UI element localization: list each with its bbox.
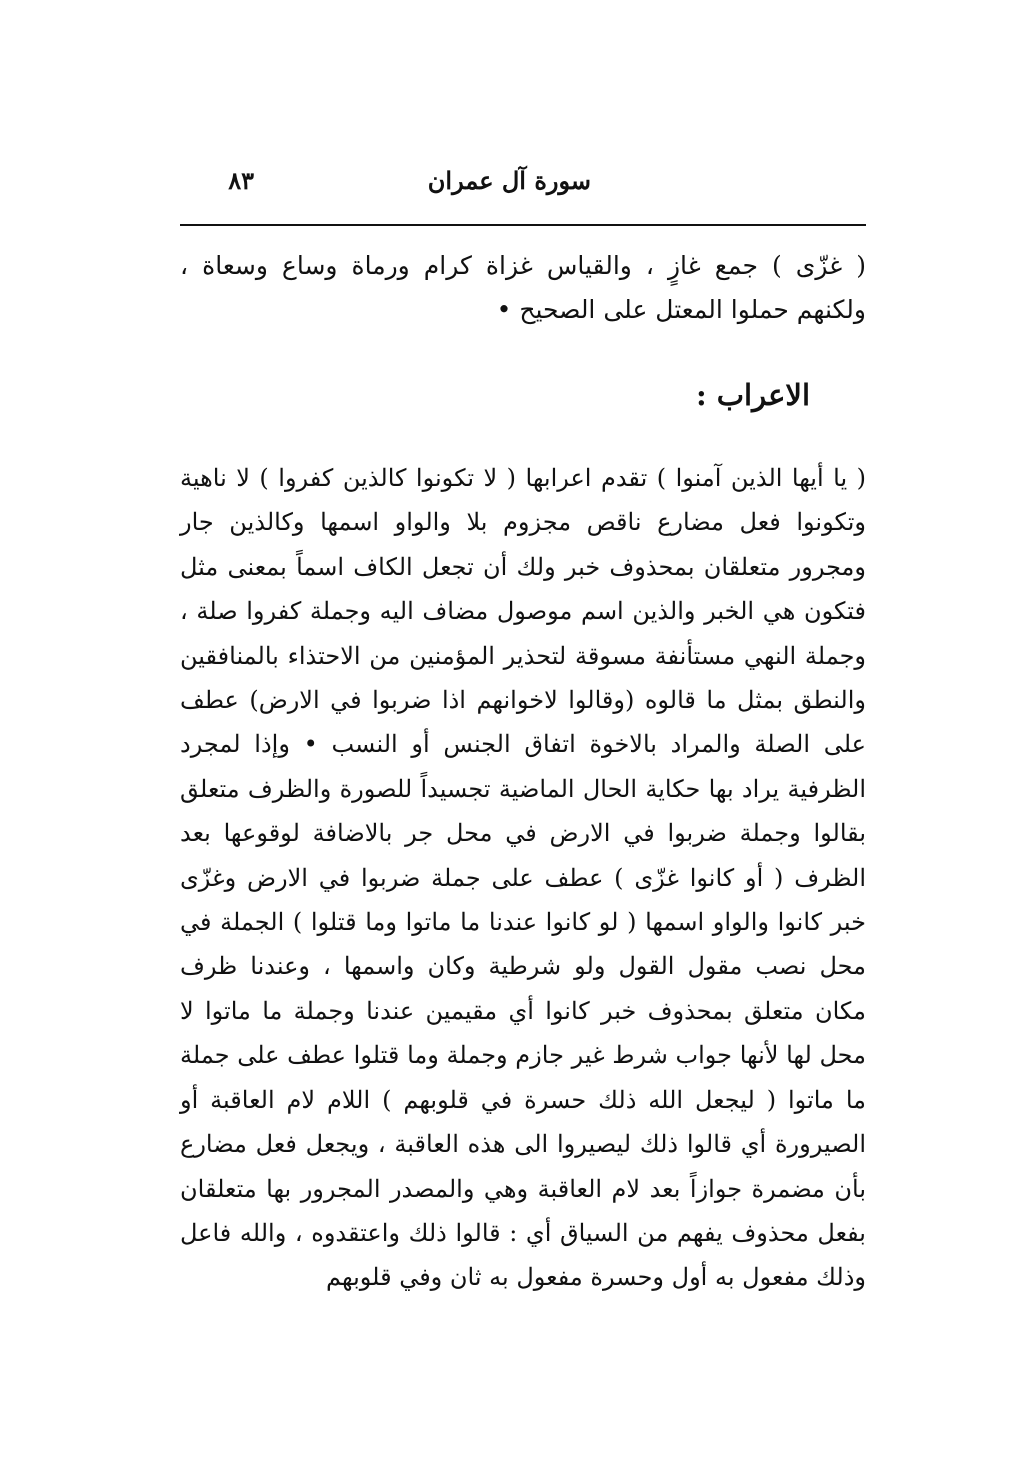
page-number: ٨٣ [228,166,254,195]
page-header [180,166,866,206]
section-heading: الاعراب : [695,378,810,412]
running-title: سورة آل عمران [427,166,591,195]
body-paragraph: ( يا أيها الذين آمنوا ) تقدم اعرابها ( لا تكونوا كالذين كفروا ) لا ناهية وتكونوا فعل مضارع ناقص مجزوم بلا والواو اسمها وكالذين جار ومجرور متعلقان بمحذوف خبر ولك أن تجعل الكاف اسماً بمعنى مثل فتكون هي الخبر والذين اسم موصول مضاف اليه وجملة كفروا صلة ، وجملة النهي مستأنفة مسوقة لتحذير المؤمنين من الاحتذاء بالمنافقين والنطق بمثل ما قالوه (وقالوا لاخوانهم اذا ضربوا في الارض) عطف على الصلة والمراد بالاخوة اتفاق الجنس أو النسب • وإذا لمجرد الظرفية يراد بها حكاية الحال الماضية تجسيداً للصورة والظرف متعلق بقالوا وجملة ضربوا في الارض في محل جر بالاضافة لوقوعها بعد الظرف ( أو كانوا غزّى ) عطف على جملة ضربوا في الارض وغزّى خبر كانوا والواو اسمها ( لو كانوا عندنا ما ماتوا وما قتلوا ) الجملة في محل نصب مقول القول ولو شرطية وكان واسمها ، وعندنا ظرف مكان متعلق بمحذوف خبر كانوا أي مقيمين عندنا وجملة ما ماتوا لا محل لها لأنها جواب شرط غير جازم وجملة وما قتلوا عطف على جملة ما ماتوا ( ليجعل الله ذلك حسرة في قلوبهم ) اللام لام العاقبة أو الصيرورة أي قالوا ذلك ليصيروا الى هذه العاقبة ، ويجعل فعل مضارع بأن مضمرة جوازاً بعد لام العاقبة وهي والمصدر المجرور بها متعلقان بفعل محذوف يفهم من السياق أي : قالوا ذلك واعتقدوه ، والله فاعل وذلك مفعول به أول وحسرة مفعول به ثان وفي قلوبهم [180,464,867,1292]
intro-paragraph: ( غزّى ) جمع غازٍ ، والقياس غزاة كرام ورماة وساع وسعاة ، ولكنهم حملوا المعتل على الصحيح • [180,251,866,324]
header-divider [180,224,866,226]
